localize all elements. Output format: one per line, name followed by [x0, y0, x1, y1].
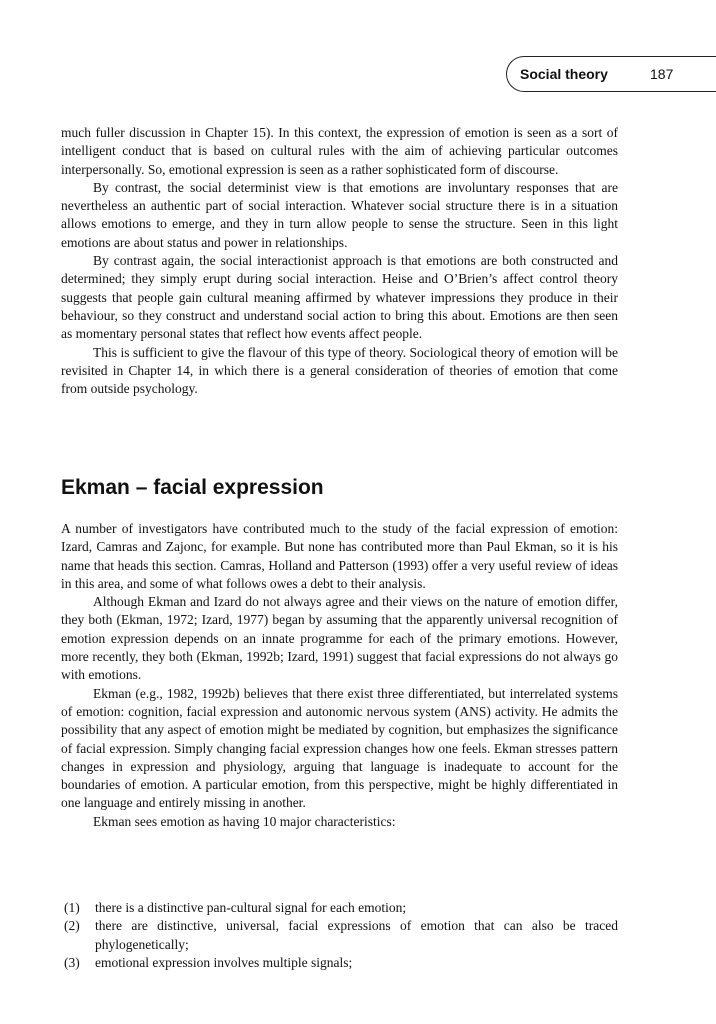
paragraph: Ekman sees emotion as having 10 major characteristics: — [93, 813, 396, 829]
paragraph: This is sufficient to give the flavour of this type of theory. Sociological theory of emotion will be revisited in Chapter 14, in which there is a general consideration of theories of emotion that come from outside psychology. — [61, 344, 618, 397]
running-head — [506, 56, 716, 92]
page-number: 187 — [650, 66, 674, 82]
characteristics-list — [61, 899, 618, 972]
list-item-number: (2) — [64, 918, 80, 934]
list-item — [61, 917, 618, 954]
list-item-text: there are distinctive, universal, facial expressions of emotion that can also be traced phylogenetically; — [95, 918, 618, 952]
list-item-text: emotional expression involves multiple signals; — [95, 954, 353, 970]
paragraph: Ekman (e.g., 1982, 1992b) believes that there exist three differentiated, but interrelated systems of emotion: cognition, facial expression and autonomic nervous system (ANS) activity. He admits the possibility that any aspect of emotion might be mediated by cognition, but emphasizes the significance of facial expression. Simply changing facial expression changes how one feels. Ekman stresses pattern changes in expression and physiology, arguing that language is inadequate to account for the boundaries of emotion. A particular emotion, from this perspective, might be highly differentiated in one language and entirely missing in another. — [61, 685, 618, 811]
section-ekman-text — [61, 520, 618, 831]
list-item-number: (3) — [64, 954, 80, 970]
list-item-text: there is a distinctive pan-cultural signal for each emotion; — [95, 900, 407, 915]
section-heading: Ekman – facial expression — [61, 476, 324, 499]
list-item — [61, 899, 618, 917]
paragraph: By contrast again, the social interactionist approach is that emotions are both constructed and determined; they simply erupt during social interaction. Heise and O’Brien’s affect control theory suggests that people gain cultural meaning affirmed by whatever impressions they produce in their behaviour, so they construct and understand social action to bring this about. Emotions are then seen as momentary personal states that reflect how events affect people. — [61, 253, 618, 342]
paragraph: By contrast, the social determinist view is that emotions are involuntary responses that are nevertheless an authentic part of social interaction. Whatever social structure there is in a situation allows emotions to emerge, and they in turn allow people to sense the structure. Seen in this light emotions are about status and power in relationships. — [61, 179, 618, 250]
paragraph: much fuller discussion in Chapter 15). In this context, the expression of emotion is seen as a sort of intelligent conduct that is based on cultural rules with the aim of achieving particular outcomes interpersonally. So, emotional expression is seen as a rather sophisticated form of discourse. — [61, 125, 618, 177]
paragraph: Although Ekman and Izard do not always agree and their views on the nature of emotion differ, they both (Ekman, 1972; Izard, 1977) began by assuming that the apparently universal recognition of emotion expression depends on an innate programme for each of the primary emotions. However, more recently, they both (Ekman, 1992b; Izard, 1991) suggest that facial expressions do not always go with emotions. — [61, 594, 618, 683]
paragraph: A number of investigators have contributed much to the study of the facial expression of emotion: Izard, Camras and Zajonc, for example. But none has contributed more than Paul Ekman, so it is his name that heads this section. Camras, Holland and Patterson (1993) offer a very useful review of ideas in this area, and some of what follows owes a debt to their analysis. — [61, 521, 618, 591]
list-item-number: (1) — [64, 900, 80, 915]
section-social-theory-text — [61, 124, 618, 398]
list-item — [61, 954, 618, 972]
running-head-title: Social theory — [520, 66, 608, 82]
